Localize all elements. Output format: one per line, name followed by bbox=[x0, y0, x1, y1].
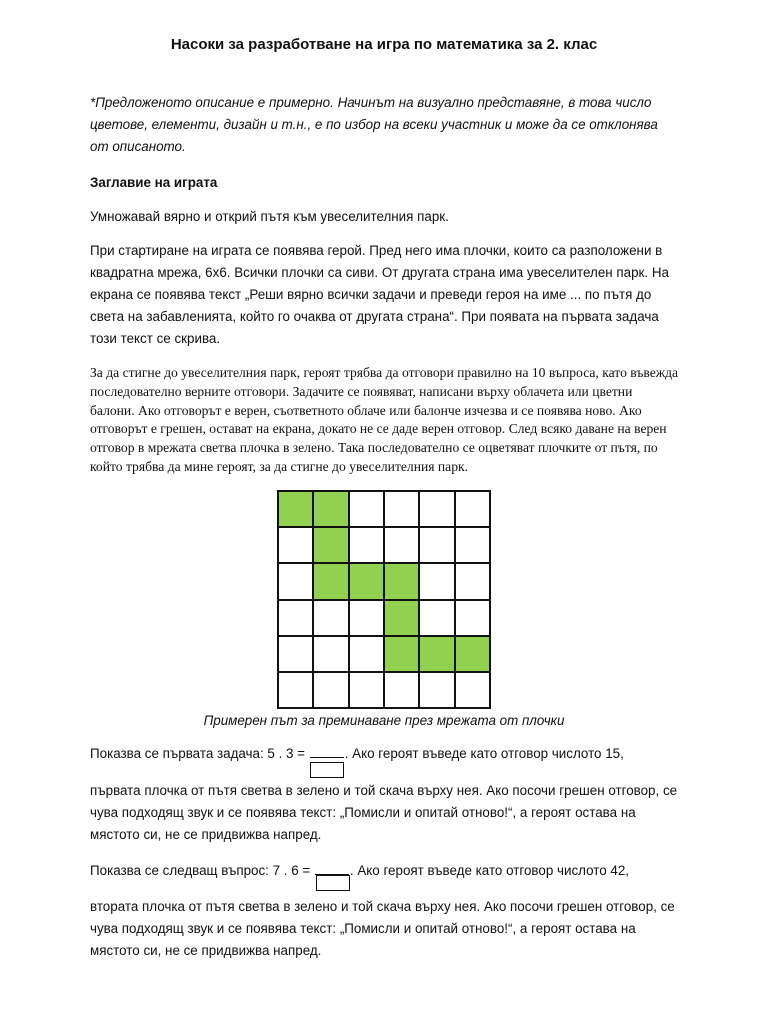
grid-tile bbox=[278, 491, 313, 527]
grid-tile bbox=[384, 600, 419, 636]
grid-caption: Примерен път за преминаване през мрежата от плочки bbox=[203, 713, 565, 728]
task2-blank bbox=[315, 861, 349, 875]
grid-tile bbox=[384, 527, 419, 563]
grid-tile bbox=[349, 672, 384, 708]
grid-tile bbox=[313, 491, 348, 527]
task2-line bbox=[90, 860, 680, 882]
grid-tile bbox=[349, 600, 384, 636]
grid-tile bbox=[455, 563, 490, 599]
grid-tile bbox=[349, 527, 384, 563]
start-paragraph: При стартиране на играта се появява герой. Пред него има плочки, които са разположени в квадратна мрежа, 6х6. Всички плочки са сиви. От другата страна има увеселителен парк. На екрана се появява текст „Реши вярно всички задачи и преведи героя на име ... по пътя до света на забавленията, който го очаква от другата страна“. При появата на първата задача този текст се скрива. bbox=[90, 243, 669, 346]
grid-tile bbox=[313, 563, 348, 599]
tile-grid bbox=[277, 490, 491, 709]
task1-answer-box[interactable] bbox=[310, 762, 344, 778]
grid-tile bbox=[419, 600, 454, 636]
task2-prefix: Показва се следващ въпрос: 7 . 6 = bbox=[90, 863, 314, 878]
task2-suffix: . Ако героят въведе като отговор числото 42, bbox=[349, 863, 630, 878]
task1-blank bbox=[310, 744, 344, 758]
grid-tile bbox=[313, 636, 348, 672]
disclaimer-note: *Предложеното описание е примерно. Начинът на визуално представяне, в това число цветове, елементи, дизайн и т.н., е по избор на всеки участник и може да се отклонява от описаното. bbox=[90, 95, 658, 154]
grid-tile bbox=[278, 563, 313, 599]
grid-tile bbox=[384, 491, 419, 527]
grid-tile bbox=[419, 491, 454, 527]
grid-tile bbox=[455, 636, 490, 672]
grid-tile bbox=[419, 563, 454, 599]
grid-tile bbox=[455, 527, 490, 563]
task1-continuation: първата плочка от пътя светва в зелено и той скача върху нея. Ако посочи грешен отговор, се чува подходящ звук и се появява текст: „Помисли и опитай отново!“, а героят остава на мястото си, не се придвижва напред. bbox=[90, 783, 678, 842]
grid-tile bbox=[349, 563, 384, 599]
task1-prefix: Показва се първата задача: 5 . 3 = bbox=[90, 746, 309, 761]
grid-tile bbox=[278, 600, 313, 636]
grid-tile bbox=[384, 672, 419, 708]
game-title-text: Умножавай вярно и открий пътя към увеселителния парк. bbox=[90, 209, 449, 224]
grid-tile bbox=[384, 563, 419, 599]
document-title: Насоки за разработване на игра по математика за 2. клас bbox=[170, 36, 598, 53]
task2-answer-box[interactable] bbox=[316, 875, 350, 891]
grid-tile bbox=[313, 600, 348, 636]
grid-tile bbox=[455, 600, 490, 636]
task1-line bbox=[90, 743, 680, 765]
grid-tile bbox=[419, 672, 454, 708]
grid-tile bbox=[313, 672, 348, 708]
grid-tile bbox=[349, 636, 384, 672]
grid-tile bbox=[384, 636, 419, 672]
grid-tile bbox=[419, 527, 454, 563]
task2-continuation: втората плочка от пътя светва в зелено и той скача върху нея. Ако посочи грешен отговор, се чува подходящ звук и се появява текст: „Помисли и опитай отново!“, а героят остава на мястото си, не се придвижва напред. bbox=[90, 899, 675, 958]
section-heading: Заглавие на играта bbox=[90, 175, 218, 190]
rules-paragraph: За да стигне до увеселителния парк, героят трябва да отговори правилно на 10 въпроса, като въвежда последователно верните отговори. Задачите се появяват, написани върху облачета или цветни балони. Ако отговорът е верен, съответното облаче или балонче изчезва и се появява ново. Ако отговорът е грешен, остават на екрана, докато не се даде верен отговор. След всяко даване на верен отговор в мрежата светва плочка в зелено. Така последователно се оцветяват плочките от пътя, по който трябва да мине героят, за да стигне до увеселителния парк. bbox=[90, 365, 679, 474]
grid-tile bbox=[455, 672, 490, 708]
grid-tile bbox=[278, 636, 313, 672]
task1-suffix: . Ако героят въведе като отговор числото 15, bbox=[344, 746, 624, 761]
grid-tile bbox=[455, 491, 490, 527]
grid-tile bbox=[278, 527, 313, 563]
grid-tile bbox=[419, 636, 454, 672]
grid-tile bbox=[278, 672, 313, 708]
grid-tile bbox=[313, 527, 348, 563]
grid-tile bbox=[349, 491, 384, 527]
